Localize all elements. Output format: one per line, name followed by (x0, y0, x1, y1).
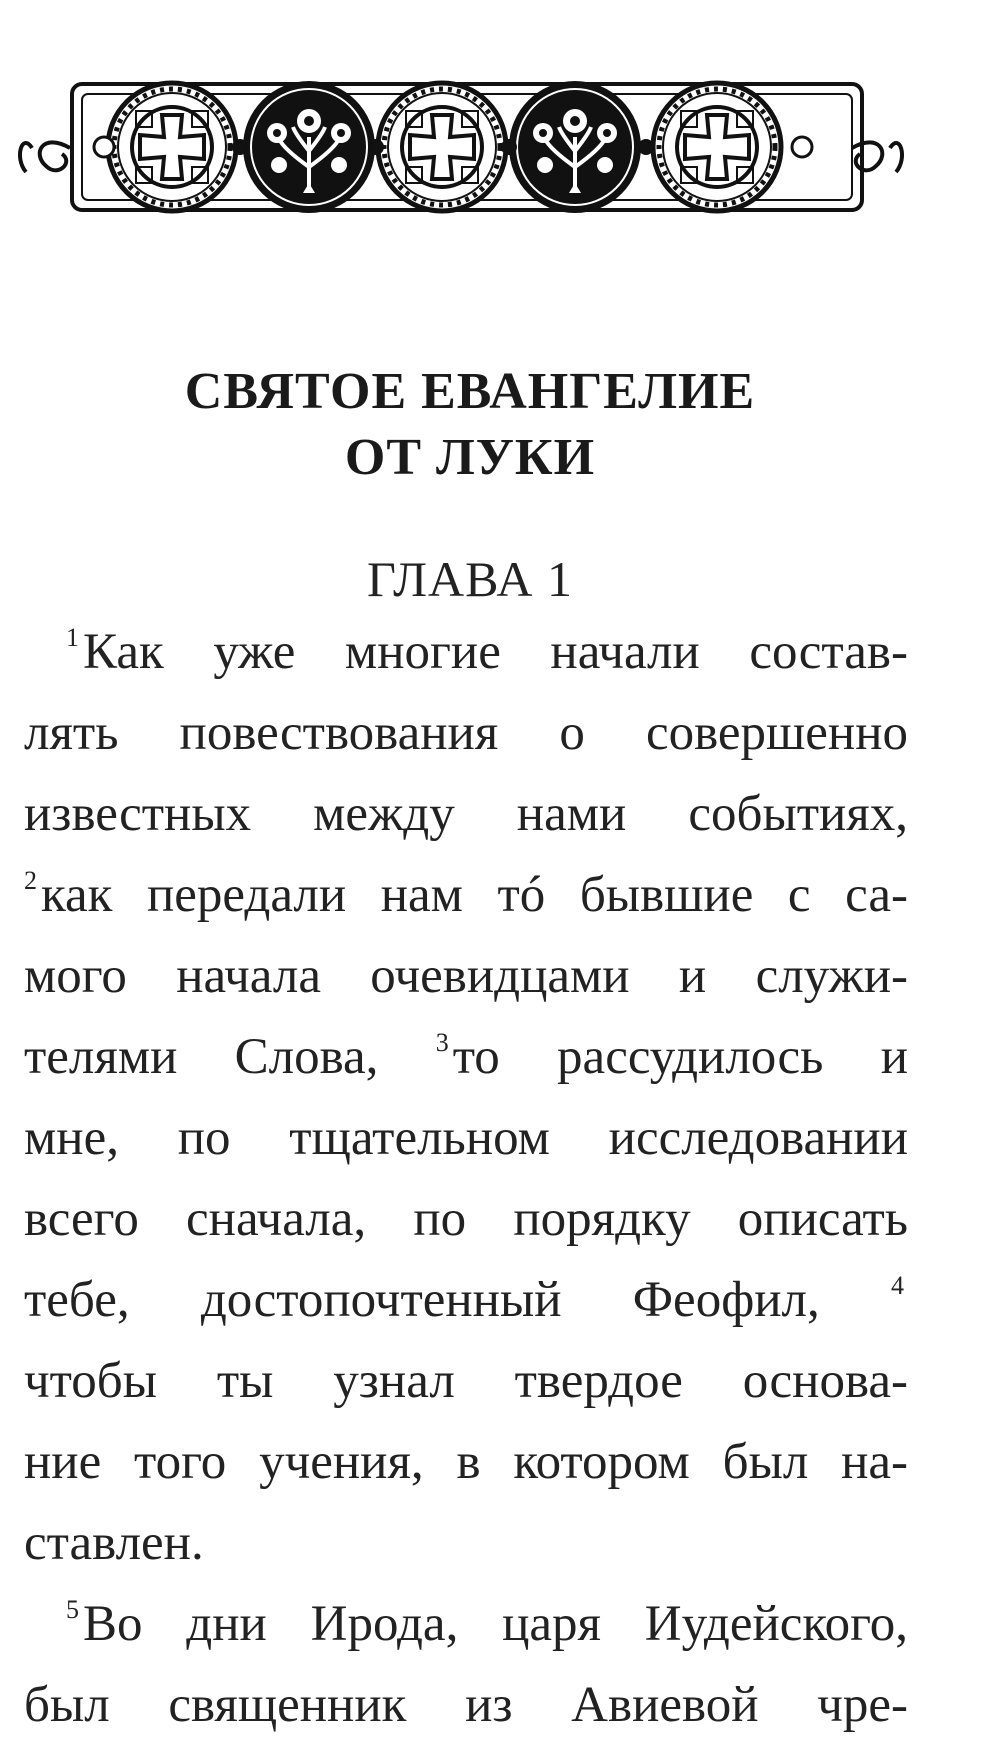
ornamental-headpiece (12, 62, 910, 232)
text-line: телями Слова, $^3$то рассудилось и (24, 1028, 908, 1085)
text-line: ние того учения, в котором был на- (24, 1434, 908, 1490)
text-line: тебе, достопочтенный Феофил, $^4$ (24, 1271, 904, 1328)
verse-number: 3 (435, 1028, 449, 1057)
verse-number: 4 (891, 1271, 904, 1300)
text-line: был священник из Авиевой чре- (24, 1677, 908, 1733)
verse-number: 5 (66, 1595, 79, 1624)
text-line: $^2$как передали нам тó бывшие с са- (24, 866, 908, 923)
text-line: всего сначала, по порядку описать (24, 1191, 908, 1247)
book-title-line-2: ОТ ЛУКИ (344, 429, 596, 486)
text-line: чтобы ты узнал твердое основа- (24, 1353, 908, 1409)
text-line: лять повествования о совершенно (24, 705, 908, 761)
text-line: $^5$Во дни Ирода, царя Иудейского, (66, 1595, 908, 1652)
text-line: мого начала очевидцами и служи- (24, 948, 908, 1004)
text-line: ставлен. (24, 1515, 204, 1571)
verse-number: 2 (24, 866, 37, 895)
text-line: известных между нами событиях, (24, 786, 908, 842)
text-line: мне, по тщательном исследовании (24, 1110, 908, 1166)
book-title-line-1: СВЯТОЕ ЕВАНГЕЛИЕ (184, 363, 756, 420)
chapter-heading: ГЛАВА 1 (367, 551, 573, 607)
verse-number: 1 (66, 623, 79, 652)
text-line: $^1$Как уже многие начали состав- (66, 623, 908, 680)
chapter-text (24, 612, 908, 1746)
